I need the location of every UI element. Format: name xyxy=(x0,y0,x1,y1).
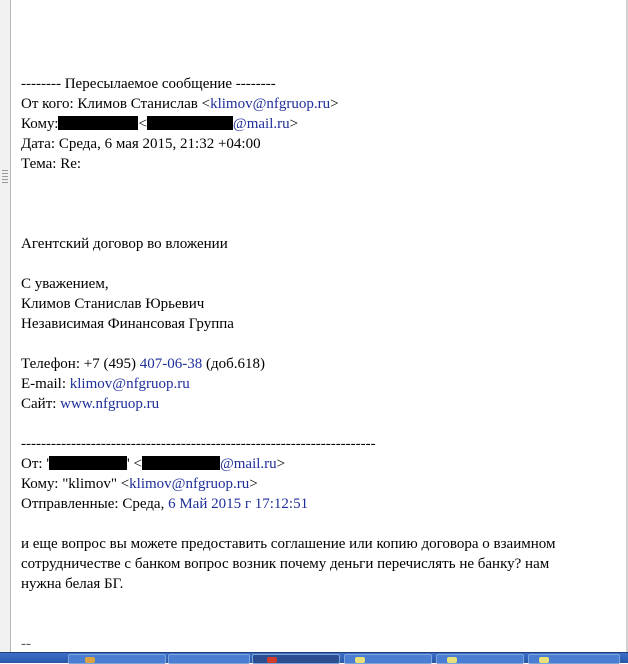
signature-delimiter: -- xyxy=(21,636,31,652)
header-date xyxy=(21,134,261,154)
phone-prefix: +7 (495) xyxy=(83,356,136,372)
app-icon xyxy=(267,657,277,663)
quoted-from: От: ' ' < @mail.ru> xyxy=(21,456,286,472)
sent-label: Отправленные: xyxy=(21,496,119,512)
redacted-email xyxy=(147,116,233,130)
phone-ext: (доб.618) xyxy=(205,356,265,372)
subject-label: Тема: xyxy=(21,156,57,172)
redacted-name xyxy=(49,456,127,470)
quoted-to: Кому: "klimov" <klimov@nfgruop.ru> xyxy=(21,476,258,492)
forward-separator: -------- Пересылаемое сообщение -------- xyxy=(21,76,276,92)
phone-label: Телефон: xyxy=(21,356,80,372)
app-icon xyxy=(85,657,95,663)
signature-site xyxy=(21,394,159,414)
splitter-grip[interactable] xyxy=(2,173,8,174)
splitter-grip[interactable] xyxy=(2,179,8,180)
redacted-email xyxy=(142,456,220,470)
signature-company: Независимая Финансовая Группа xyxy=(21,316,234,332)
quoted-to-email-link[interactable]: klimov@nfgruop.ru xyxy=(129,476,250,492)
quoted-text-line: нужна белая БГ. xyxy=(21,576,124,592)
quoted-to-name: "klimov" xyxy=(62,476,117,492)
window-left-edge xyxy=(0,0,11,653)
sent-date-link[interactable]: 6 Май 2015 г 17:12:51 xyxy=(168,496,309,512)
splitter-grip[interactable] xyxy=(2,176,8,177)
splitter-grip[interactable] xyxy=(2,170,8,171)
signature-name: Климов Станислав Юрьевич xyxy=(21,296,205,312)
folder-icon xyxy=(355,657,365,663)
quoted-text-line: сотрудничестве с банком вопрос возник почему деньги перечислять не банку? нам xyxy=(21,556,550,572)
date-label: Дата: xyxy=(21,136,56,152)
signature-phone xyxy=(21,354,265,374)
to-email-link[interactable]: @mail.ru xyxy=(232,116,290,132)
to-label: Кому: xyxy=(21,116,59,132)
from-name: Климов Станислав xyxy=(77,96,198,112)
quote-separator: ----------------------------------------------------------------------- xyxy=(21,436,376,452)
from-label: От кого: xyxy=(21,96,74,112)
folder-icon xyxy=(447,657,457,663)
from-email-link[interactable]: klimov@nfgruop.ru xyxy=(210,96,331,112)
signature-email xyxy=(21,374,190,394)
subject-value: Re: xyxy=(60,156,82,172)
body-line: Агентский договор во вложении xyxy=(21,236,228,252)
quoted-from-label: От: xyxy=(21,456,43,472)
regards: С уважением, xyxy=(21,276,109,292)
header-subject xyxy=(21,154,81,174)
redacted-name xyxy=(58,116,138,130)
phone-number-link[interactable]: 407-06-38 xyxy=(139,356,203,372)
site-label: Сайт: xyxy=(21,396,57,412)
quoted-from-email-link[interactable]: @mail.ru xyxy=(219,456,277,472)
folder-icon xyxy=(539,657,549,663)
quoted-to-label: Кому: xyxy=(21,476,59,492)
header-from: От кого: Климов Станислав <klimov@nfgruop.ru> xyxy=(21,96,339,112)
splitter-grip[interactable] xyxy=(2,182,8,183)
quoted-text-line: и еще вопрос вы можете предоставить соглашение или копию договора о взаимном xyxy=(21,536,556,552)
taskbar xyxy=(0,652,628,663)
email-link[interactable]: klimov@nfgruop.ru xyxy=(69,376,190,392)
email-label: E-mail: xyxy=(21,376,66,392)
quoted-sent xyxy=(21,494,308,514)
sent-day: Среда, xyxy=(122,496,165,512)
site-link[interactable]: www.nfgruop.ru xyxy=(60,396,160,412)
header-to: Кому: < @mail.ru> xyxy=(21,116,299,132)
date-value: Среда, 6 мая 2015, 21:32 +04:00 xyxy=(58,136,261,152)
